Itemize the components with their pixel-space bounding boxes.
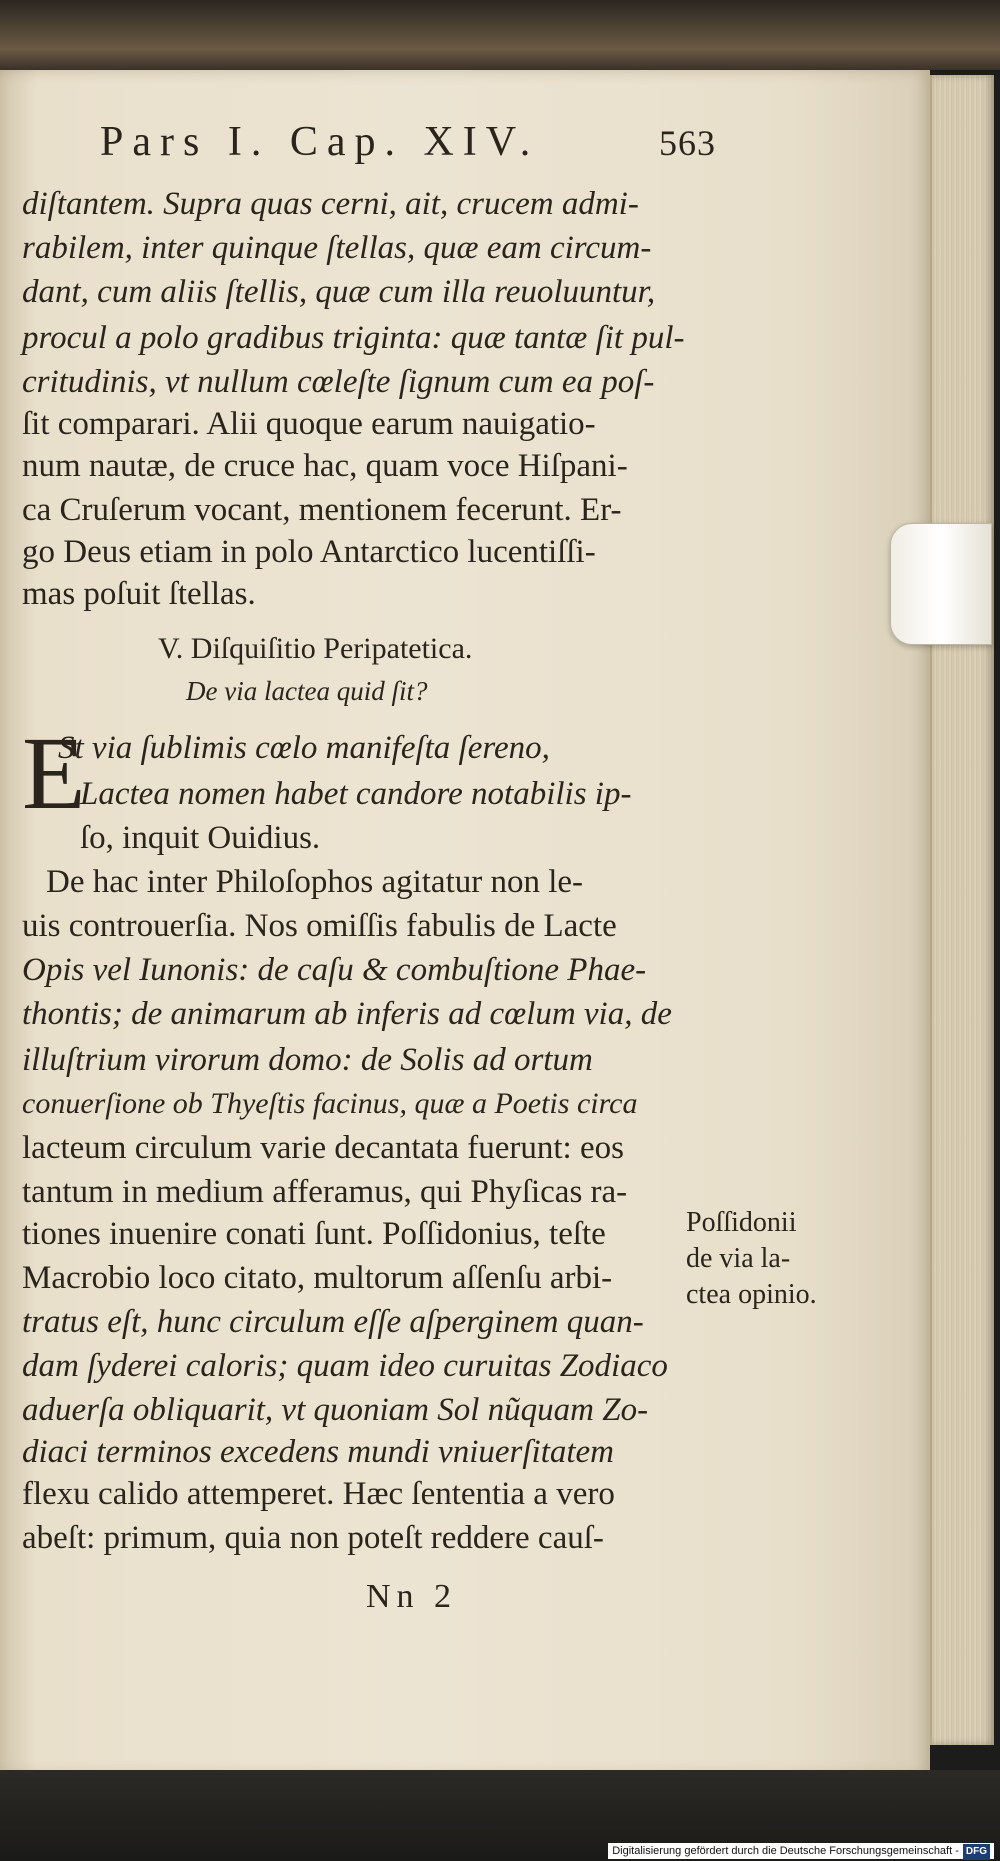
verse-line: ſo, inquit Ouidius. bbox=[80, 820, 321, 856]
text-line: dam ſyderei caloris; quam ideo curuitas Zodiaco bbox=[22, 1348, 668, 1384]
section-subheading: De via lactea quid ſit? bbox=[186, 676, 428, 706]
text-line: rabilem, inter quinque ſtellas, quæ eam circum- bbox=[22, 230, 652, 266]
text-line: dant, cum aliis ſtellis, quæ cum illa reuoluuntur, bbox=[22, 274, 656, 310]
running-title: Pars I. Cap. XIV. bbox=[100, 119, 540, 165]
text-line: Macrobio loco citato, multorum aſſenſu arbi- bbox=[22, 1260, 613, 1296]
verse-line: St via ſublimis cœlo manifeſta ſereno, bbox=[58, 730, 550, 766]
text-line: ſit comparari. Alii quoque earum nauigatio- bbox=[22, 406, 596, 442]
text-line: go Deus etiam in polo Antarctico lucentiſſi- bbox=[22, 534, 596, 570]
verse-line: Lactea nomen habet candore notabilis ip- bbox=[80, 776, 632, 812]
text-line: diſtantem. Supra quas cerni, ait, crucem admi- bbox=[22, 186, 639, 222]
text-line: abeſt: primum, quia non poteſt reddere cauſ- bbox=[22, 1520, 604, 1556]
scan-background-top bbox=[0, 0, 1000, 70]
text-line: tratus eſt, hunc circulum eſſe aſperginem quan- bbox=[22, 1304, 644, 1340]
text-line: lacteum circulum varie decantata fuerunt: eos bbox=[22, 1130, 624, 1166]
signature-mark: Nn 2 bbox=[366, 1578, 458, 1615]
text-line: tantum in medium afferamus, qui Phyſicas ra- bbox=[22, 1174, 628, 1210]
text-line: critudinis, vt nullum cœleſte ſignum cum ea poſ- bbox=[22, 364, 655, 400]
text-line: conuerſione ob Thyeſtis facinus, quæ a Poetis circa bbox=[22, 1087, 638, 1120]
marginal-note-line: Poſſidonii bbox=[686, 1207, 797, 1238]
marginal-note-line: de via la- bbox=[686, 1243, 791, 1274]
text-line: mas poſuit ſtellas. bbox=[22, 576, 256, 612]
digitization-note: Digitalisierung gefördert durch die Deutsche Forschungsgemeinschaft - bbox=[612, 1845, 959, 1857]
drop-cap: E bbox=[22, 716, 86, 831]
text-line: diaci terminos excedens mundi vniuerſitatem bbox=[22, 1434, 615, 1470]
section-heading: V. Diſquiſitio Peripatetica. bbox=[158, 632, 473, 665]
text-line: ca Cruſerum vocant, mentionem fecerunt. Er- bbox=[22, 492, 622, 528]
text-line: De hac inter Philoſophos agitatur non le- bbox=[46, 864, 584, 900]
text-line: thontis; de animarum ab inferis ad cœlum via, de bbox=[22, 996, 672, 1032]
text-line: tiones inuenire conati ſunt. Poſſidonius, teſte bbox=[22, 1216, 606, 1252]
text-line: aduerſa obliquarit, vt quoniam Sol nũquam Zo- bbox=[22, 1392, 649, 1428]
text-line: procul a polo gradibus triginta: quæ tantæ ſit pul- bbox=[22, 320, 685, 356]
text-line: num nautæ, de cruce hac, quam voce Hiſpani- bbox=[22, 448, 628, 484]
page-fore-edge bbox=[930, 75, 994, 1745]
bookmark-tab bbox=[890, 523, 992, 645]
text-line: uis controuerſia. Nos omiſſis fabulis de Lacte bbox=[22, 908, 617, 944]
text-line: flexu calido attemperet. Hæc ſententia a vero bbox=[22, 1476, 615, 1512]
running-header bbox=[100, 118, 716, 166]
folio-number: 563 bbox=[659, 123, 716, 163]
digitization-footer bbox=[608, 1843, 994, 1859]
marginal-note-line: ctea opinio. bbox=[686, 1279, 817, 1310]
text-line: illuſtrium virorum domo: de Solis ad ortum bbox=[22, 1042, 593, 1078]
dfg-logo: DFG bbox=[963, 1844, 990, 1860]
text-line: Opis vel Iunonis: de caſu & combuſtione Phae- bbox=[22, 952, 647, 988]
